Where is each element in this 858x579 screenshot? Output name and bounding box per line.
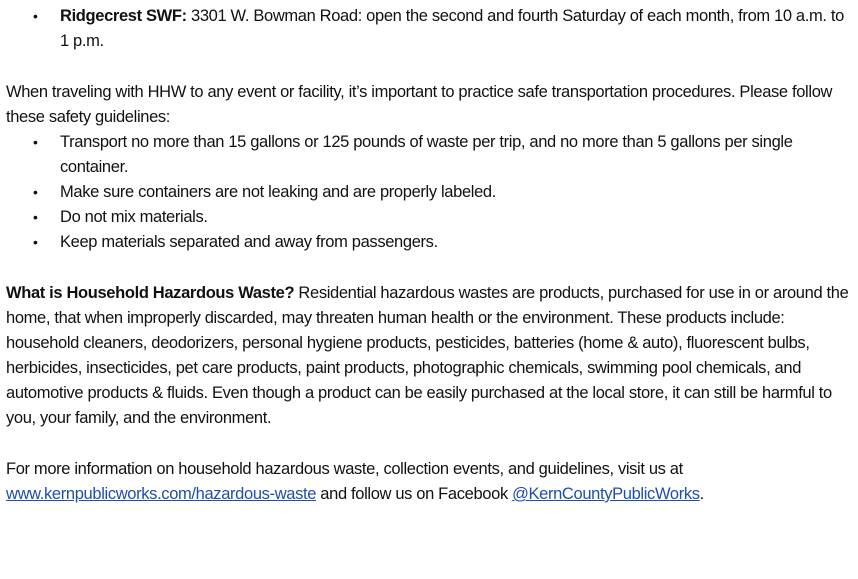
hhw-heading: What is Household Hazardous Waste? — [6, 284, 295, 302]
list-item — [6, 230, 852, 255]
facebook-link[interactable]: @KernCountyPublicWorks — [512, 485, 700, 503]
document-page — [6, 4, 852, 507]
facility-name: Ridgecrest SWF: — [60, 7, 187, 25]
facility-details: 3301 W. Bowman Road: open the second and fourth Saturday of each month, from 10 a.m. to 1 p.m. — [60, 7, 844, 50]
transport-intro: When traveling with HHW to any event or facility, it’s important to practice safe transportation procedures. Please follow these safety guidelines: — [6, 83, 833, 126]
list-item — [6, 180, 852, 205]
more-info-text: For more information on household hazardous waste, collection events, and guidelines, visit us at — [6, 460, 683, 478]
bullet-icon: • — [33, 134, 38, 150]
list-item — [6, 205, 852, 230]
hhw-body: Residential hazardous wastes are products, purchased for use in or around the home, that when improperly discarded, may threaten human health or the environment. These products include: household cleaners, deodorizers, personal hygiene products, pesticides, batteries (home & auto), fluorescent bulbs, herbicides, insecticides, pet care products, paint products, photographic chemicals, swimming pool chemicals, and automotive products & fluids. Even though a product can be easily purchased at the local store, it can still be harmful to you, your family, and the environment. — [6, 284, 849, 427]
safety-guidelines-list — [6, 130, 852, 255]
guideline-text: Make sure containers are not leaking and are properly labeled. — [60, 183, 496, 201]
guideline-text: Transport no more than 15 gallons or 125 pounds of waste per trip, and no more than 5 gallons per single container. — [60, 133, 793, 176]
more-info-paragraph — [6, 457, 852, 507]
more-info-end: . — [699, 485, 704, 503]
website-link[interactable]: www.kernpublicworks.com/hazardous-waste — [6, 485, 317, 503]
guideline-text: Do not mix materials. — [60, 208, 208, 226]
bullet-icon: • — [33, 184, 38, 200]
hhw-paragraph — [6, 281, 852, 431]
facility-list — [6, 4, 852, 54]
list-item-ridgecrest — [6, 4, 852, 54]
bullet-icon: • — [33, 234, 38, 250]
bullet-icon: • — [33, 8, 38, 24]
list-item — [6, 130, 852, 180]
more-info-middle: and follow us on Facebook — [316, 485, 513, 503]
guideline-text: Keep materials separated and away from passengers. — [60, 233, 438, 251]
bullet-icon: • — [33, 209, 38, 225]
